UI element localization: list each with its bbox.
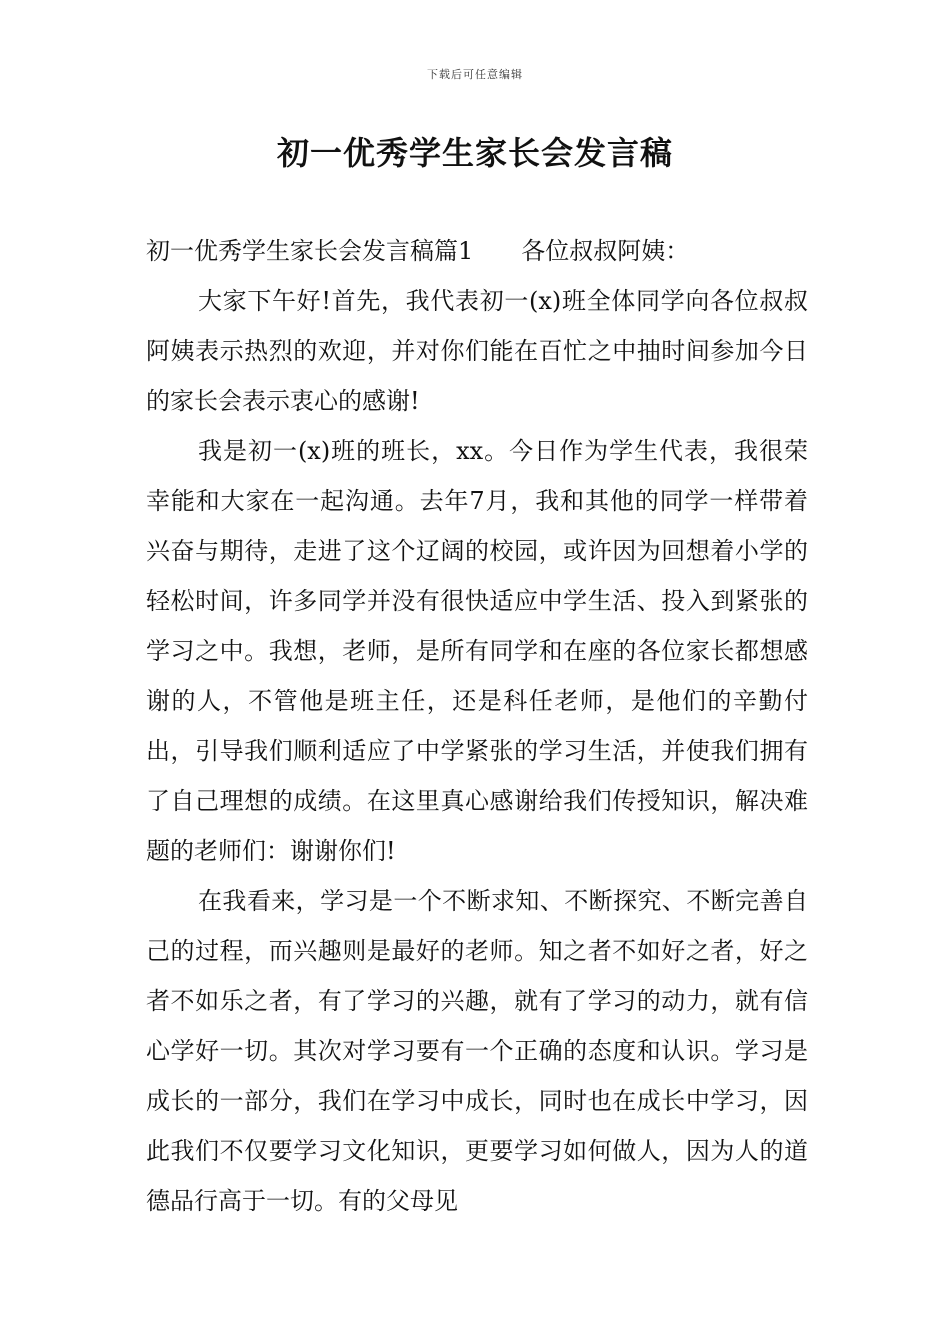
section-heading: 初一优秀学生家长会发言稿篇1 [146, 237, 474, 265]
paragraph-3: 在我看来，学习是一个不断求知、不断探究、不断完善自己的过程，而兴趣则是最好的老师。知之者不如好之者，好之者不如乐之者，有了学习的兴趣，就有了学习的动力，就有信心学好一切。其次对学习要有一个正确的态度和认识。学习是成长的一部分，我们在学习中成长，同时也在成长中学习，因此我们不仅要学习文化知识，更要学习如何做人，因为人的道德品行高于一切。有的父母见 [146, 887, 808, 1215]
header-note: 下载后可任意编辑 [427, 68, 523, 81]
first-line [146, 226, 808, 276]
greeting: 各位叔叔阿姨： [521, 237, 690, 265]
paragraph-2: 我是初一(x)班的班长，xx。今日作为学生代表，我很荣幸能和大家在一起沟通。去年7月，我和其他的同学一样带着兴奋与期待，走进了这个辽阔的校园，或许因为回想着小学的轻松时间，许多同学并没有很快适应中学生活、投入到紧张的学习之中。我想，老师，是所有同学和在座的各位家长都想感谢的人，不管他是班主任，还是科任老师，是他们的辛勤付出，引导我们顺利适应了中学紧张的学习生活，并使我们拥有了自己理想的成绩。在这里真心感谢给我们传授知识，解决难题的老师们：谢谢你们! [146, 437, 808, 865]
paragraph-1: 大家下午好!首先，我代表初一(x)班全体同学向各位叔叔阿姨表示热烈的欢迎，并对你们能在百忙之中抽时间参加今日的家长会表示衷心的感谢! [146, 287, 808, 415]
document-body [146, 226, 808, 1226]
document-title: 初一优秀学生家长会发言稿 [276, 134, 673, 172]
